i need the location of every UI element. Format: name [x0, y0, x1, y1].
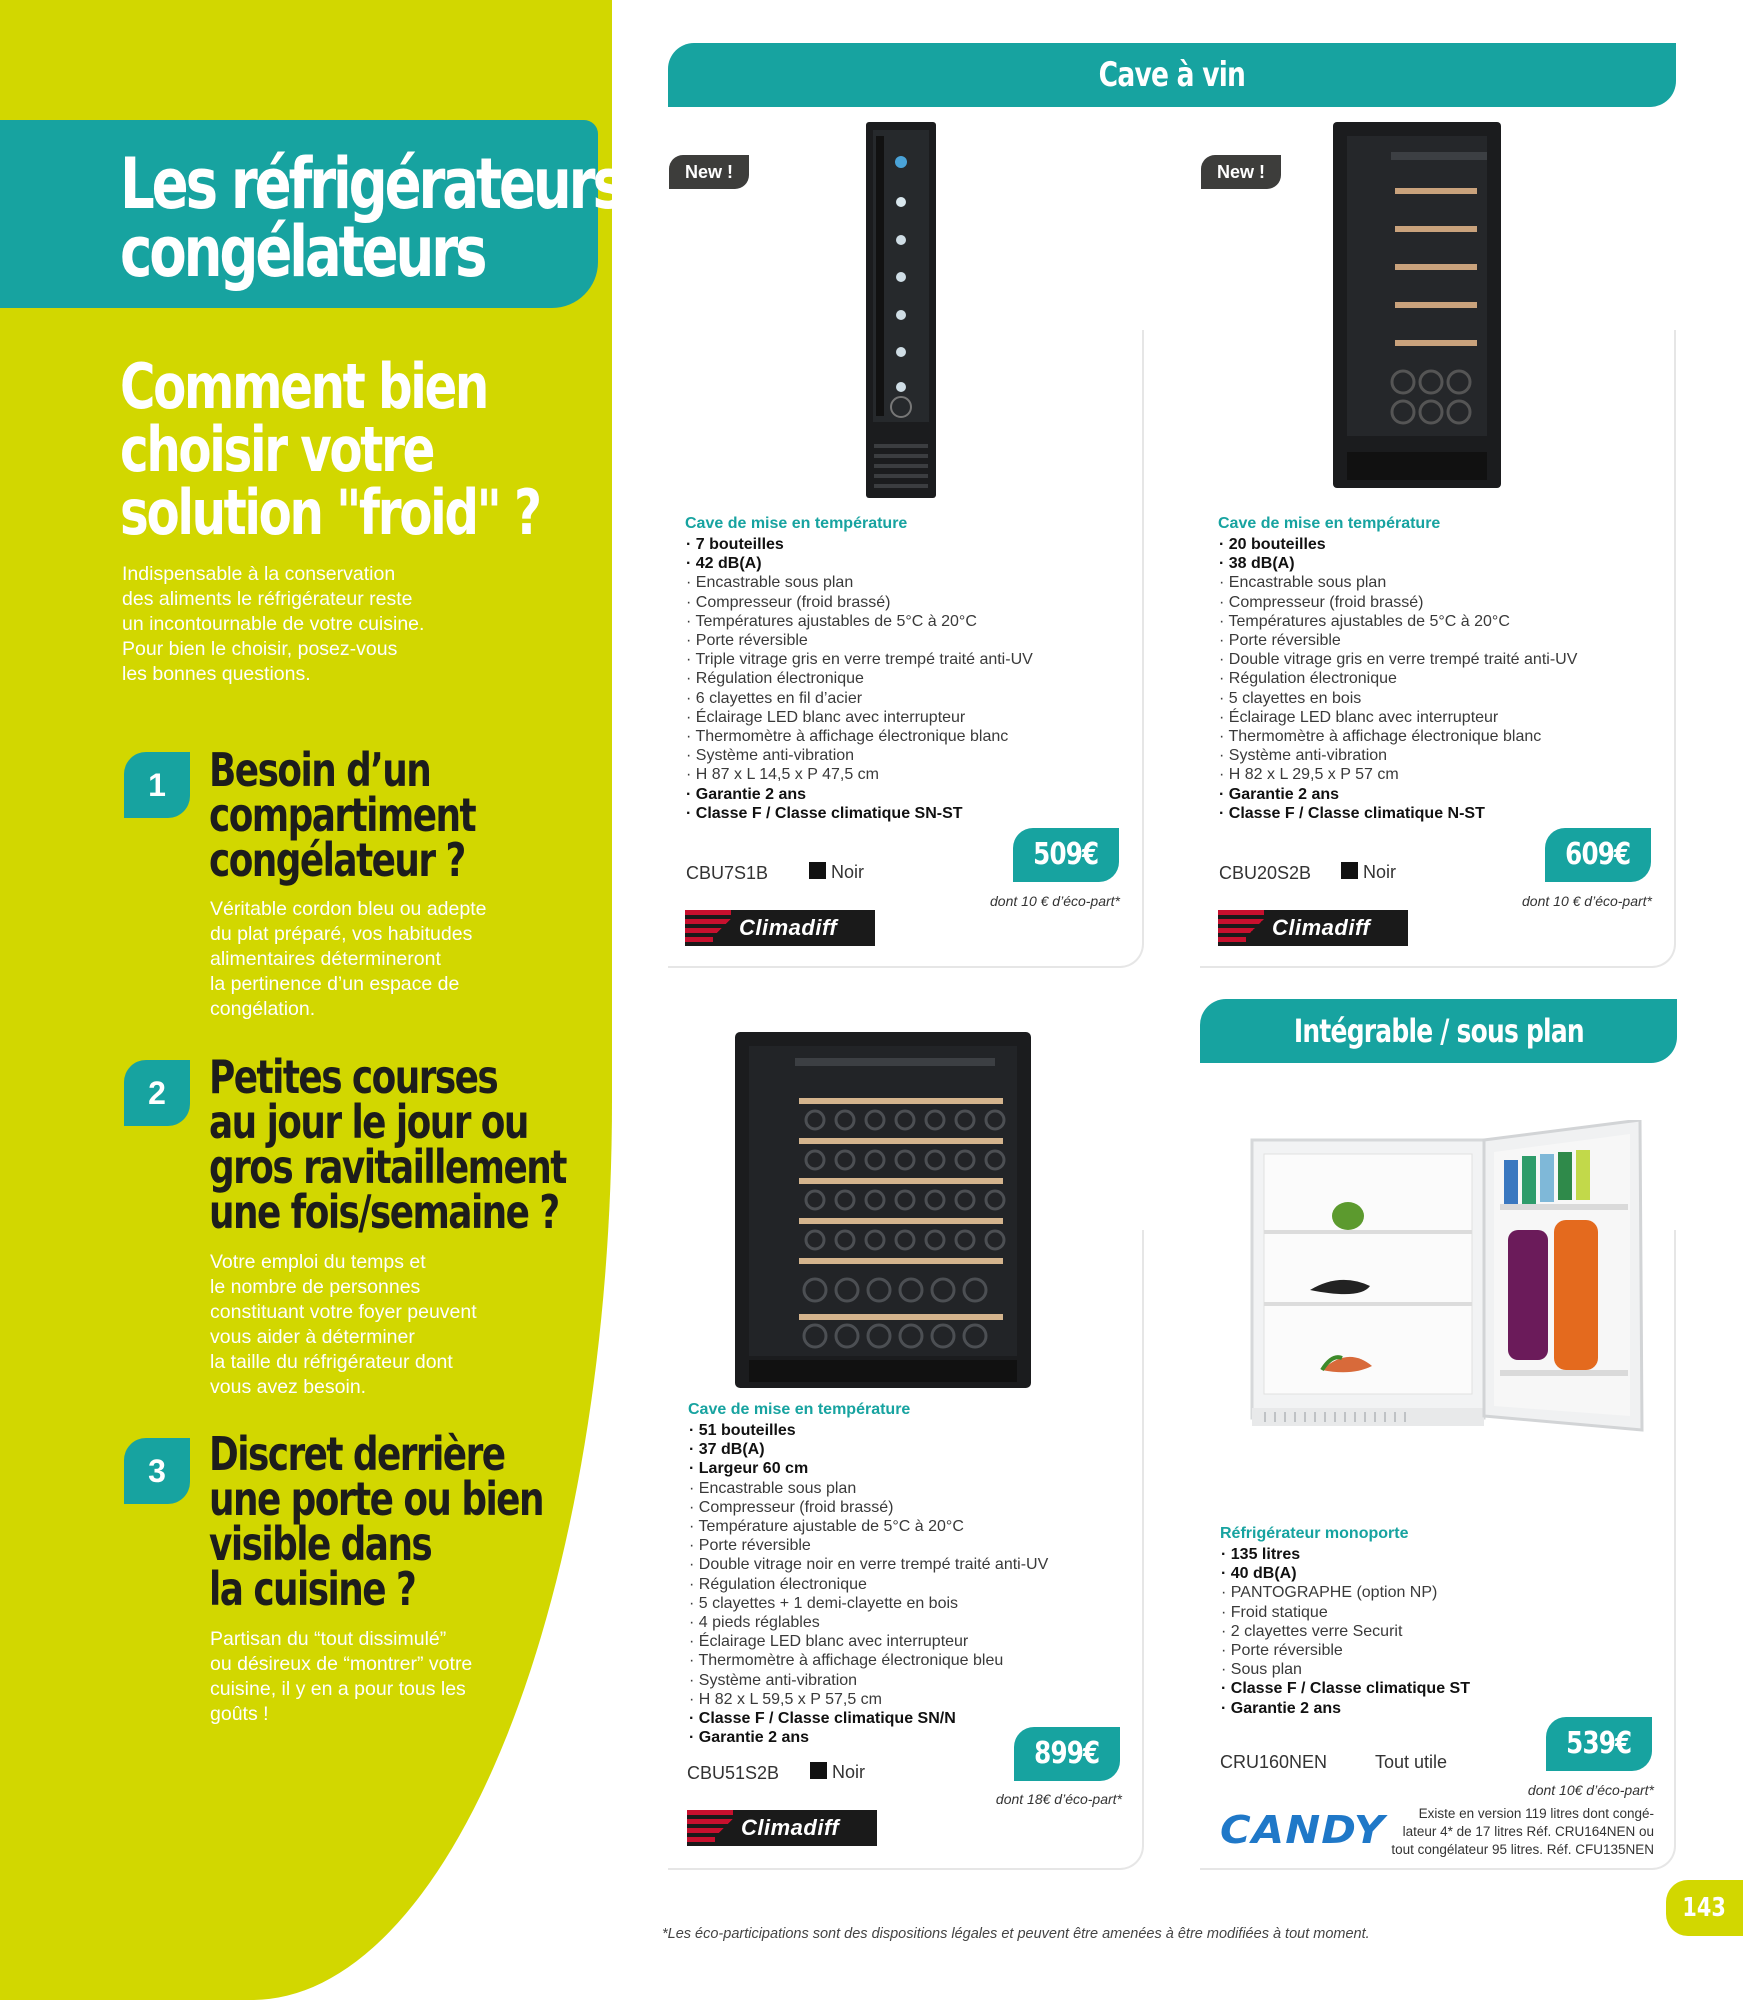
section-header-built-in: Intégrable / sous plan	[1200, 999, 1677, 1063]
step-number: 2	[124, 1060, 190, 1126]
spec-list: · 135 litres · 40 dB(A) · PANTOGRAPHE (option NP) · Froid statique · 2 clayettes verre Securit · Porte réversible · Sous plan · Classe F / Classe climatique ST · Garantie 2 ans	[1221, 1545, 1470, 1718]
fridge-image	[1250, 1120, 1646, 1440]
product-category: Cave de mise en température	[685, 515, 908, 532]
color-option: Noir	[810, 1762, 865, 1783]
price-tag: 609€	[1545, 828, 1651, 882]
eco-part: dont 10 € d’éco-part*	[1522, 893, 1652, 909]
color-swatch	[809, 862, 826, 879]
climadiff-logo: Climadiff	[1218, 910, 1408, 946]
color-option: Tout utile	[1375, 1752, 1448, 1772]
candy-logo: CANDY	[1220, 1808, 1386, 1852]
section-header-wine: Cave à vin	[668, 43, 1676, 107]
step-title: Discret derrière une porte ou bien visible dans la cuisine ?	[209, 1427, 543, 1616]
spec-list: · 51 bouteilles · 37 dB(A) · Largeur 60 cm · Encastrable sous plan · Compresseur (froid brassé) · Température ajustable de 5°C à 20°C · Porte réversible · Double vitrage noir en verre trempé traité anti-UV · Régulation électronique · 5 clayettes + 1 demi-clayette en bois · 4 pieds réglables · Éclairage LED blanc avec interrupteur · Thermomètre à affichage électronique bleu · Système anti-vibration · H 82 x L 59,5 x P 57,5 cm · Classe F / Classe climatique SN/N · Garantie 2 ans	[689, 1421, 1048, 1747]
product-ref: CBU7S1B	[686, 863, 769, 883]
wine-cooler-slim-image	[866, 122, 936, 498]
step-title: Petites courses au jour le jour ou gros ravitaillement une fois/semaine ?	[209, 1050, 566, 1239]
eco-part: dont 10 € d’éco-part*	[990, 893, 1120, 909]
page-title: Les réfrigérateurs congélateurs	[120, 143, 622, 293]
wine-cooler-51-image	[735, 1032, 1031, 1388]
product-ref: CRU160NEN	[1220, 1752, 1328, 1772]
price-tag: 509€	[1013, 828, 1119, 882]
step-number: 1	[124, 752, 190, 818]
wine-cooler-20-image	[1333, 122, 1501, 488]
product-category: Réfrigérateur monoporte	[1220, 1525, 1409, 1542]
color-option: Noir	[1341, 862, 1396, 883]
price-tag: 539€	[1546, 1717, 1652, 1771]
footnote: *Les éco-participations sont des dispositions légales et peuvent être amenées à être modifiées à tout moment.	[662, 1926, 1370, 1942]
product-ref: CBU51S2B	[687, 1763, 780, 1783]
step-text: Partisan du “tout dissimulé” ou désireux de “montrer” votre cuisine, il y en a pour tous les goûts !	[210, 1628, 473, 1725]
eco-part: dont 10€ d’éco-part*	[1527, 1782, 1654, 1798]
product-category: Cave de mise en température	[1218, 515, 1441, 532]
price-tag: 899€	[1014, 1727, 1120, 1781]
color-option: Noir	[809, 862, 864, 883]
step-text: Votre emploi du temps et le nombre de personnes constituant votre foyer peuvent vous aider à déterminer la taille du réfrigérateur dont vous avez besoin.	[210, 1251, 477, 1398]
color-swatch	[1341, 862, 1358, 879]
climadiff-logo: Climadiff	[687, 1810, 877, 1846]
new-badge: New !	[669, 155, 749, 189]
climadiff-logo: Climadiff	[685, 910, 875, 946]
product-ref: CBU20S2B	[1219, 863, 1312, 883]
step-text: Véritable cordon bleu ou adepte du plat préparé, vos habitudes alimentaires détermineront la pertinence d’un espace de congélation.	[210, 898, 487, 1020]
step-title: Besoin d’un compartiment congélateur ?	[209, 743, 476, 887]
product-category: Cave de mise en température	[688, 1401, 911, 1418]
spec-list: · 20 bouteilles · 38 dB(A) · Encastrable sous plan · Compresseur (froid brassé) · Températures ajustables de 5°C à 20°C · Porte réversible · Double vitrage gris en verre trempé traité anti-UV · Régulation électronique · 5 clayettes en bois · Éclairage LED blanc avec interrupteur · Thermomètre à affichage électronique blanc · Système anti-vibration · H 82 x L 29,5 x P 57 cm · Garantie 2 ans · Classe F / Classe climatique N-ST	[1219, 535, 1577, 823]
eco-part: dont 18€ d’éco-part*	[995, 1791, 1122, 1807]
spec-list: · 7 bouteilles · 42 dB(A) · Encastrable sous plan · Compresseur (froid brassé) · Températures ajustables de 5°C à 20°C · Porte réversible · Triple vitrage gris en verre trempé traité anti-UV · Régulation électronique · 6 clayettes en fil d’acier · Éclairage LED blanc avec interrupteur · Thermomètre à affichage électronique blanc · Système anti-vibration · H 87 x L 14,5 x P 47,5 cm · Garantie 2 ans · Classe F / Classe climatique SN-ST	[686, 535, 1033, 823]
page-number: 143	[1666, 1880, 1743, 1936]
color-swatch	[810, 1762, 827, 1779]
section-heading: Comment bien choisir votre solution "froid" ?	[120, 350, 540, 549]
version-note: Existe en version 119 litres dont congé- lateur 4* de 17 litres Réf. CRU164NEN ou tout congélateur 95 litres. Réf. CFU135NEN	[1391, 1806, 1654, 1857]
new-badge: New !	[1201, 155, 1281, 189]
intro-text: Indispensable à la conservation des aliments le réfrigérateur reste un incontournable de votre cuisine. Pour bien le choisir, posez-vous les bonnes questions.	[122, 563, 425, 685]
step-number: 3	[124, 1438, 190, 1504]
